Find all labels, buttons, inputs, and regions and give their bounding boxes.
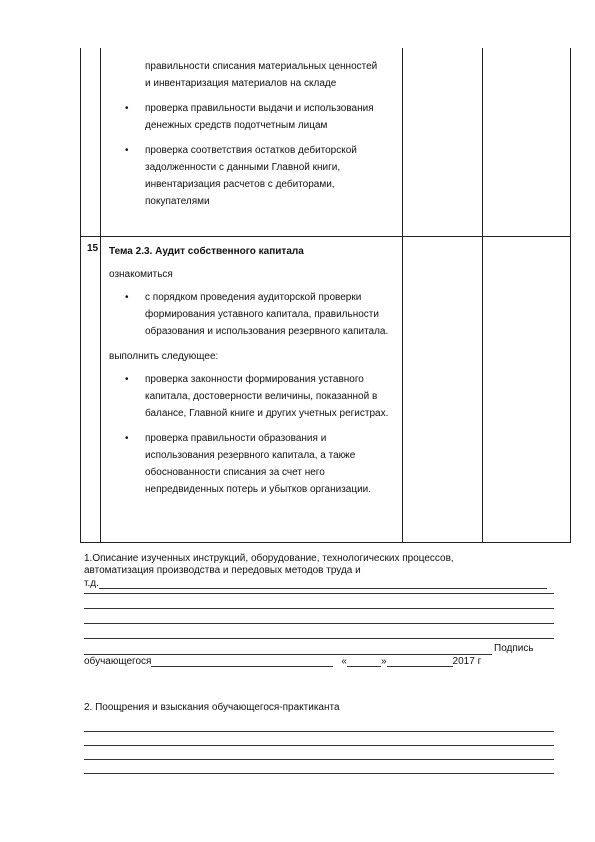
date-row xyxy=(84,655,554,667)
bullet-icon: • xyxy=(125,373,129,385)
section-text: 1.Описание изученных инструкций, оборудование, технологических процессов, xyxy=(84,553,454,564)
table-row xyxy=(81,48,571,236)
bullet-icon: • xyxy=(125,145,129,156)
signature-word: обучающегося xyxy=(84,656,152,667)
fill-line[interactable] xyxy=(84,773,554,774)
task-label: выполнить следующее: xyxy=(109,350,219,362)
list-item: • с порядком проведения аудиторской проверки формирования уставного капитала, правильности образования и использования резервного капитала. xyxy=(109,289,396,340)
section-title: 2. Поощрения и взыскания обучающегося-практиканта xyxy=(84,702,340,713)
signature-label: Подпись xyxy=(494,643,534,654)
quote-open: « xyxy=(341,656,347,667)
section-rewards xyxy=(84,702,554,774)
month-field[interactable] xyxy=(387,656,453,667)
year-text: 2017 г xyxy=(452,656,482,667)
practice-table xyxy=(80,48,571,543)
continued-text: и инвентаризация материалов на складе xyxy=(145,78,337,89)
signature-underline[interactable] xyxy=(84,654,492,655)
section-description xyxy=(84,553,554,667)
empty-cell xyxy=(403,236,483,542)
empty-cell xyxy=(483,48,571,236)
signature-row xyxy=(84,643,554,655)
bullet-icon: • xyxy=(125,103,129,114)
table-row xyxy=(81,236,571,542)
bullet-icon: • xyxy=(125,432,129,444)
continued-text: правильности списания материальных ценностей xyxy=(145,61,378,72)
bullet-list xyxy=(109,100,396,210)
fill-underline xyxy=(99,578,547,589)
row-number: 15 xyxy=(87,242,99,254)
empty-cell xyxy=(403,48,483,236)
quote-close: » xyxy=(380,656,387,667)
topic-heading: Тема 2.3. Аудит собственного капитала xyxy=(109,245,304,257)
row-number-cell xyxy=(81,236,101,542)
section-text: т.д. xyxy=(84,578,99,589)
empty-cell xyxy=(483,236,571,542)
list-item: • проверка соответствия остатков дебиторской задолженности с данными Главной книги, инвентаризация расчетов с дебиторами, покупателями xyxy=(109,142,396,210)
bullet-icon: • xyxy=(125,291,129,303)
section-text: автоматизация производства и передовых методов труда и xyxy=(84,565,361,576)
day-field[interactable] xyxy=(347,656,381,667)
bullet-list xyxy=(109,289,396,340)
task-content-cell xyxy=(101,236,403,542)
task-content-cell xyxy=(101,48,403,236)
bullet-list xyxy=(109,371,396,498)
row-number-cell xyxy=(81,48,101,236)
list-item: • проверка правильности выдачи и использования денежных средств подотчетным лицам xyxy=(109,100,396,134)
intro-text: ознакомиться xyxy=(109,268,173,280)
fill-line[interactable] xyxy=(84,577,554,589)
list-item: • проверка правильности образования и использования резервного капитала, а также обоснованности списания за счет него непредвиденных потерь и убытков организации. xyxy=(109,430,396,498)
signature-field[interactable] xyxy=(151,656,333,667)
list-item: • проверка законности формирования уставного капитала, достоверности величины, показанной в балансе, Главной книге и других учетных регистрах. xyxy=(109,371,396,422)
